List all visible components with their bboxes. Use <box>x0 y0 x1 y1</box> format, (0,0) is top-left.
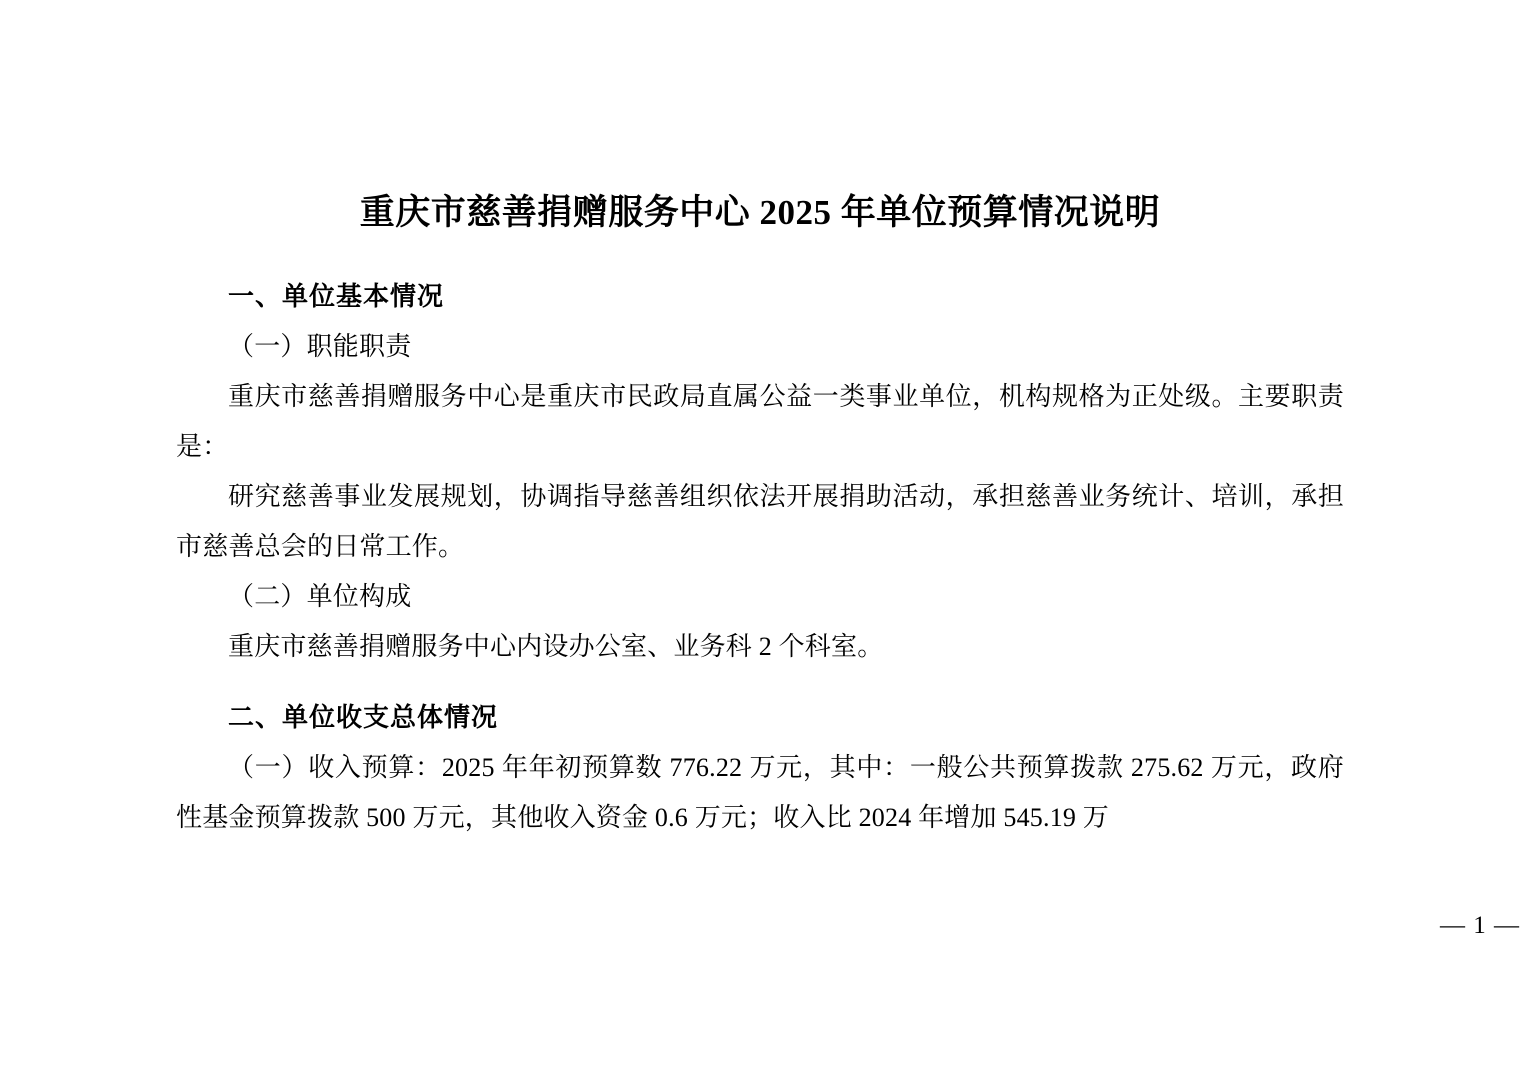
page-title: 重庆市慈善捐赠服务中心 2025 年单位预算情况说明 <box>359 193 1161 232</box>
paragraph-2-1: （一）收入预算：2025 年年初预算数 776.22 万元，其中：一般公共预算拨款 275.62 万元，政府性基金预算拨款 500 万元，其他收入资金 0.6 万元；收入比 2024 年增加 545.19 万 <box>176 753 1344 833</box>
paragraph-1-2: 研究慈善事业发展规划，协调指导慈善组织依法开展捐助活动，承担慈善业务统计、培训，承担市慈善总会的日常工作。 <box>176 482 1344 562</box>
sub-heading-1-1: （一）职能职责 <box>228 332 412 362</box>
paragraph-1-3: 重庆市慈善捐赠服务中心内设办公室、业务科 2 个科室。 <box>228 631 884 661</box>
page-number: — 1 — <box>1440 912 1520 939</box>
page-content <box>176 0 1520 939</box>
sub-heading-1-2: （二）单位构成 <box>228 581 412 611</box>
section-heading-2: 二、单位收支总体情况 <box>228 702 499 733</box>
section-heading-1: 一、单位基本情况 <box>228 282 445 312</box>
paragraph-1-1: 重庆市慈善捐赠服务中心是重庆市民政局直属公益一类事业单位，机构规格为正处级。主要职责是： <box>176 382 1344 462</box>
